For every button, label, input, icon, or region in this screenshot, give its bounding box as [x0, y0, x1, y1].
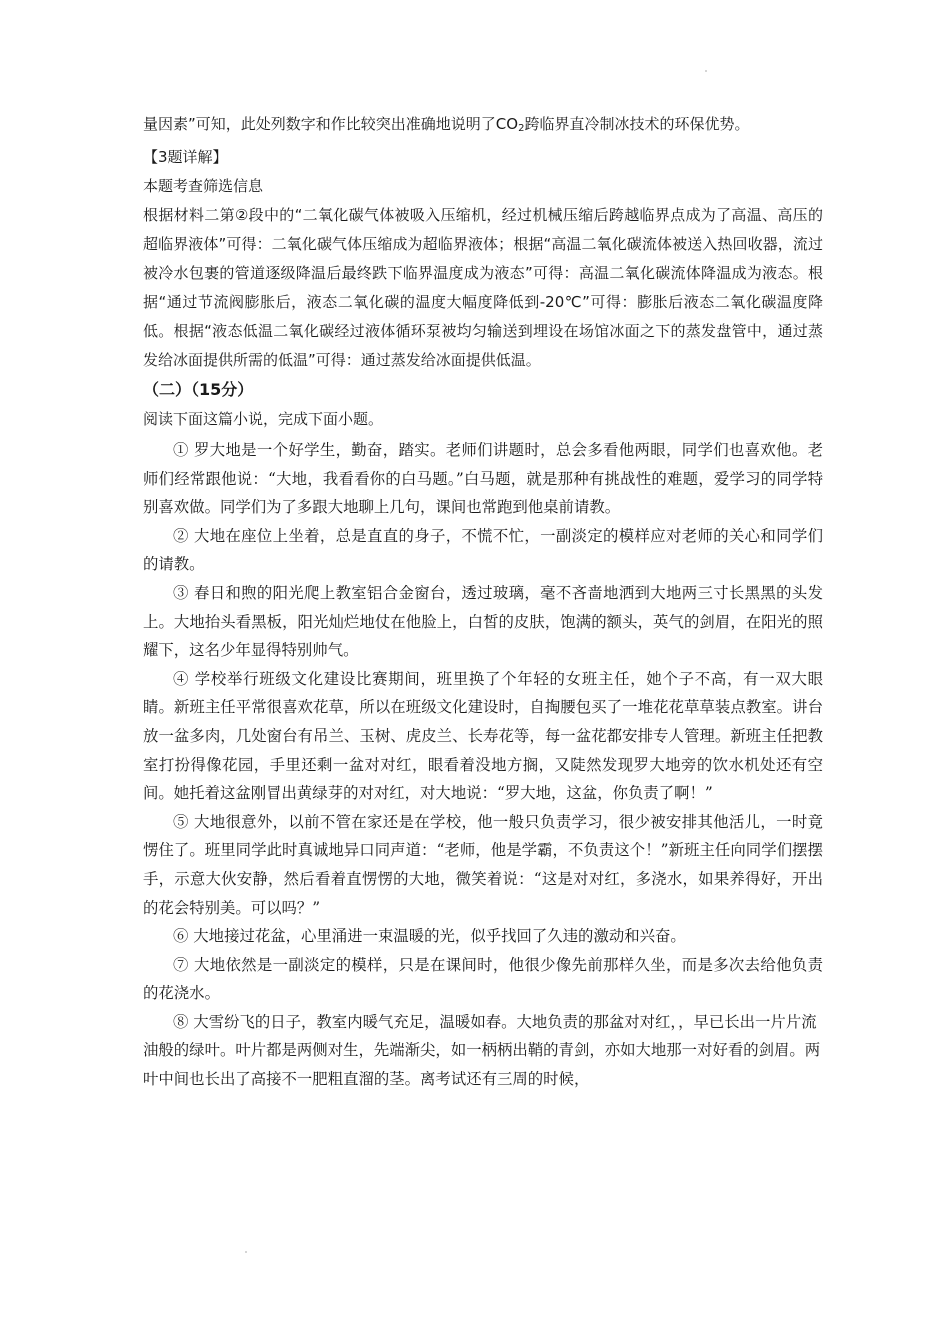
section-instruction: 阅读下面这篇小说，完成下面小题。 — [143, 410, 384, 428]
subscript-2: 2 — [518, 123, 525, 134]
document-page — [143, 110, 823, 1094]
story-paragraph-5: ⑤ 大地很意外，以前不管在家还是在学校，他一般只负责学习，很少被安排其他活儿，一时竟愣住了。班里同学此时真诚地异口同声道：“老师，他是学霸，不负责这个！”新班主任向同学们摆摆手，示意大伙安静，然后看着直愣愣的大地，微笑着说：“这是对对红，多浇水，如果养得好，开出的花会特别美。可以吗？” — [143, 812, 823, 917]
story-paragraph-2: ② 大地在座位上坐着，总是直直的身子，不慌不忙，一副淡定的模样应对老师的关心和同学们的请教。 — [143, 526, 823, 574]
section-title: （二）（15分） — [143, 380, 254, 399]
story-paragraph-7: ⑦ 大地依然是一副淡定的模样，只是在课间时，他很少像先前那样久坐，而是多次去给他负责的花浇水。 — [143, 955, 823, 1003]
question-3-intro: 本题考查筛选信息 — [143, 177, 264, 195]
decorative-dot-top — [705, 70, 707, 72]
story-paragraph-8: ⑧ 大雪纷飞的日子，教室内暖气充足，温暖如春。大地负责的那盆对对红，，早已长出一片片流油般的绿叶。叶片都是两侧对生，先端渐尖，如一柄柄出鞘的青剑，亦如大地那一对好看的剑眉。两叶中间也长出了高接不一肥粗直溜的茎。离考试还有三周的时候， — [143, 1012, 821, 1089]
story-paragraph-6: ⑥ 大地接过花盆，心里涌进一束温暖的光，似乎找回了久违的激动和兴奋。 — [173, 927, 686, 946]
question-3-heading: 【3题详解】 — [143, 148, 228, 166]
question-3-explanation: 根据材料二第②段中的“二氧化碳气体被吸入压缩机，经过机械压缩后跨越临界点成为了高温、高压的超临界液体”可得：二氧化碳气体压缩成为超临界液体；根据“高温二氧化碳流体被送入热回收器，流过被冷水包裹的管道逐级降温后最终跌下临界温度成为液态”可得：高温二氧化碳流体降温成为液态。根据“通过节流阀膨胀后，液态二氧化碳的温度大幅度降低到-20℃”可得：膨胀后液态二氧化碳温度降低。根据“液态低温二氧化碳经过液体循环泵被均匀输送到埋设在场馆冰面之下的蒸发盘管中，通过蒸发给冰面提供所需的低温”可得：通过蒸发给冰面提供低温。 — [143, 206, 823, 369]
decorative-dot-bottom — [245, 1251, 247, 1253]
answer-conclusion: 量因素”可知，此处列数字和作比较突出准确地说明了$CO_2$跨临界直冷制冰技术的环保优势。 — [143, 115, 750, 134]
story-paragraph-4: ④ 学校举行班级文化建设比赛期间，班里换了个年轻的女班主任，她个子不高，有一双大眼睛。新班主任平常很喜欢花草，所以在班级文化建设时，自掏腰包买了一堆花花草草装点教室。讲台放一盆多肉，几处窗台有吊兰、玉树、虎皮兰、长寿花等，每一盆花都安排专人管理。新班主任把教室打扮得像花园，手里还剩一盆对对红，眼看着没地方搁，又陡然发现罗大地旁的饮水机处还有空间。她托着这盆刚冒出黄绿芽的对对红，对大地说：“罗大地，这盆，你负责了啊！” — [143, 669, 823, 803]
story-paragraph-1: ① 罗大地是一个好学生，勤奋，踏实。老师们讲题时，总会多看他两眼，同学们也喜欢他。老师们经常跟他说：“大地，我看看你的白马题。”白马题，就是那种有挑战性的难题，爱学习的同学特别喜欢做。同学们为了多跟大地聊上几句，课间也常跑到他桌前请教。 — [143, 441, 823, 517]
story-paragraph-3: ③ 春日和煦的阳光爬上教室铝合金窗台，透过玻璃，毫不吝啬地洒到大地两三寸长黑黑的头发上。大地抬头看黑板，阳光灿烂地仗在他脸上，白皙的皮肤，饱满的额头，英气的剑眉，在阳光的照耀下，这名少年显得特别帅气。 — [143, 583, 823, 660]
story-body — [143, 436, 823, 1094]
